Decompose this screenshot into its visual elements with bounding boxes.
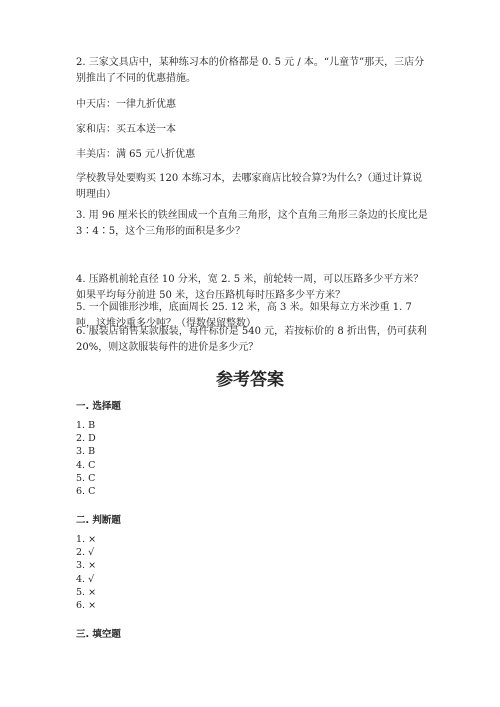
section-judge-heading: 二. 判断题 [76,515,121,526]
list-item: 4. √ [76,573,95,585]
list-item: 3. × [76,560,97,572]
list-item: 4. C [76,459,96,471]
list-item: 1. × [76,534,97,545]
answers-title: 参考答案 [216,370,284,390]
store-jiahe: 家和店：买五本送一本 [76,124,176,135]
store-zhongtian: 中天店：一律九折优惠 [76,99,176,110]
question-6: 6. 服装店销售某款服装，每件标价是 540 元，若按标价的 8 折出售，仍可获利 20%，则这款服装每件的进价是多少元？ [76,326,427,353]
list-item: 5. × [76,586,97,598]
judge-answer-list [76,533,96,612]
question-2: 2. 三家文具店中，某种练习本的价格都是 0. 5 元 / 本。“儿童节”那天，三店分别推出了不同的优惠措施。 [76,57,425,84]
question-3: 3. 用 96 厘米长的铁丝围成一个直角三角形，这个直角三角形三条边的长度比是 3∶4∶5，这个三角形的面积是多少？ [76,210,428,237]
question-4: 4. 压路机前轮直径 10 分米，宽 2. 5 米，前轮转一周，可以压路多少平方米？如果平均每分前进 50 米，这台压路机每时压路多少平方米？ [76,274,424,301]
list-item: 1. B [76,420,96,431]
list-item: 2. D [76,433,96,445]
list-item: 3. B [76,446,96,458]
list-item: 6. C [76,485,96,497]
section-fill-heading: 三. 填空题 [76,629,121,640]
question-2-ask: 学校教导处要购买 120 本练习本，去哪家商店比较合算?为什么?（通过计算说明理由） [76,173,423,200]
store-fengmei: 丰美店：满 65 元八折优惠 [76,149,196,160]
list-item: 2. √ [76,547,95,559]
list-item: 6. × [76,599,97,611]
list-item: 5. C [76,472,96,484]
choice-answer-list [76,419,96,498]
question-5: 5. 一个圆锥形沙堆，底面周长 25. 12 米，高 3 米。如果每立方米沙重 1. 7 吨，这堆沙重多少吨？（得数保留整数） [76,302,412,329]
section-choice-heading: 一. 选择题 [76,401,121,412]
